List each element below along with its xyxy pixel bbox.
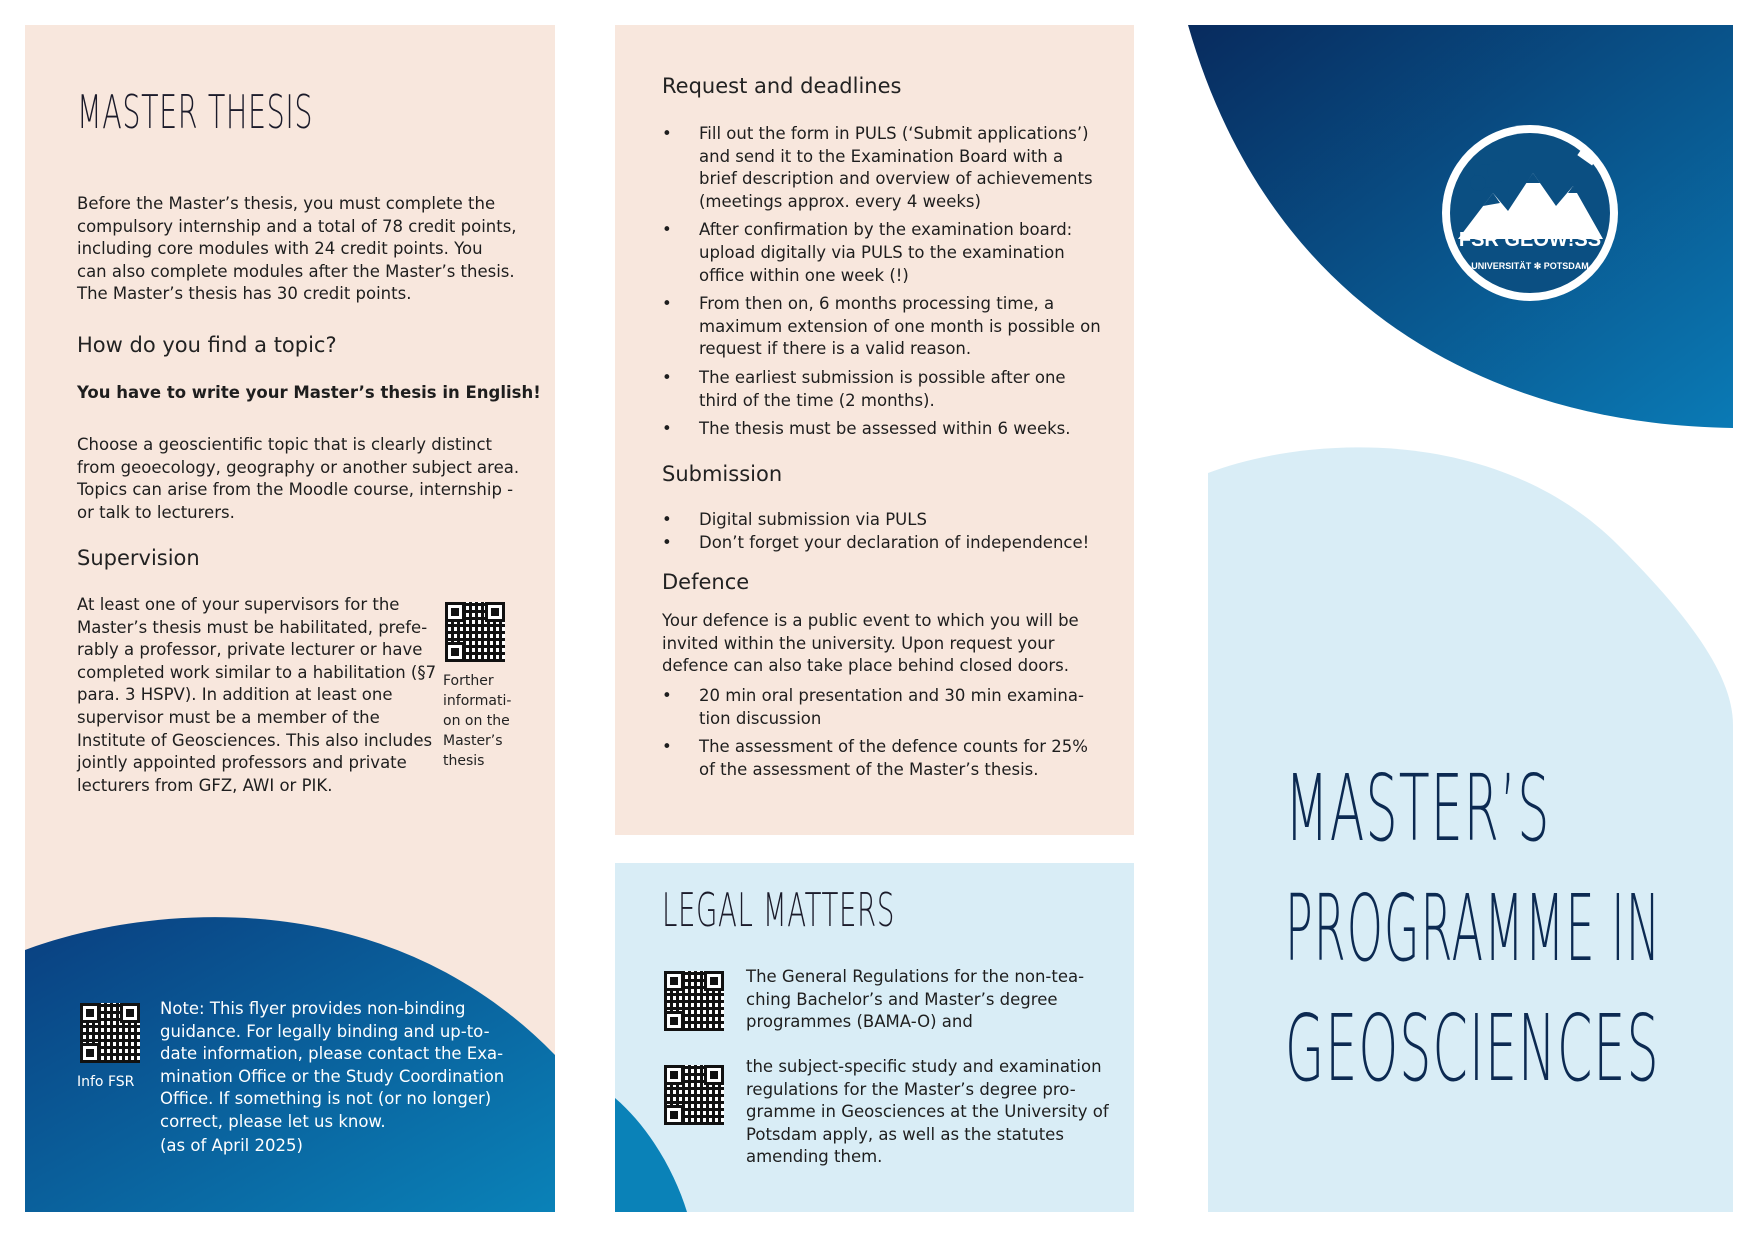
- fsr-info-caption: Info FSR: [77, 1074, 135, 1090]
- cover-title-line-1: MASTER’S: [1285, 755, 1551, 862]
- thesis-info-qr-caption: Forther informati-on on the Master’s thesis: [443, 673, 512, 769]
- fsr-info-qr-code[interactable]: [80, 1003, 140, 1063]
- list-item: • 20 min oral presentation and 30 min examina-tion discussion: [662, 685, 1102, 730]
- defence-list: [662, 685, 1102, 787]
- disclaimer-note: Note: This flyer provides non-binding guidance. For legally binding and up-to-date information, please contact the Exa-mination Office or the Study Coordination Office. If something is not (or no longer) correct, please let us know.: [160, 999, 505, 1131]
- list-item: • After confirmation by the examination board: upload digitally via PULS to the examination office within one week (!): [662, 219, 1102, 287]
- subject-regulations-qr-code[interactable]: [664, 1065, 724, 1125]
- request-heading: Request and deadlines: [662, 74, 902, 98]
- cover-title-line-2: PROGRAMME IN: [1285, 875, 1662, 982]
- cover-panel: [1188, 25, 1733, 1212]
- general-regulations-qr-code[interactable]: [664, 971, 724, 1031]
- intro-paragraph: Before the Master’s thesis, you must complete the compulsory internship and a total of 78 credit points, including core modules with 24 credit points. You can also complete modules after the Master’s thesis. The Master’s thesis has 30 credit points.: [77, 194, 517, 304]
- request-list: [662, 123, 1102, 447]
- subject-regulations-text: the subject-specific study and examination regulations for the Master’s degree pro-gramme in Geosciences at the University of Potsdam apply, as well as the statutes amending them.: [746, 1057, 1109, 1167]
- english-note: You have to write your Master’s thesis in English!: [77, 383, 541, 402]
- list-item: • The assessment of the defence counts for 25% of the assessment of the Master’s thesis.: [662, 736, 1102, 781]
- logo-subtitle: UNIVERSITÄT ✻ POTSDAM: [1471, 261, 1589, 271]
- disclaimer-date: (as of April 2025): [160, 1136, 303, 1155]
- topic-paragraph: Choose a geoscientific topic that is clearly distinct from geoecology, geography or another subject area. Topics can arise from the Moodle course, internship - or talk to lecturers.: [77, 435, 520, 522]
- submission-heading: Submission: [662, 462, 783, 486]
- list-item: • Don’t forget your declaration of independence!: [662, 532, 1102, 555]
- list-item: • From then on, 6 months processing time, a maximum extension of one month is possible on request if there is a valid reason.: [662, 293, 1102, 361]
- defence-heading: Defence: [662, 570, 750, 594]
- legal-matters-panel: [615, 863, 1134, 1212]
- master-thesis-title: MASTER THESIS: [77, 85, 314, 139]
- supervision-heading: Supervision: [77, 546, 200, 570]
- deadlines-panel: [615, 25, 1134, 835]
- logo-emblem: [1438, 121, 1622, 305]
- cover-title-line-3: GEOSCIENCES: [1285, 995, 1660, 1102]
- general-regulations-text: The General Regulations for the non-tea-ching Bachelor’s and Master’s degree programmes (BAMA-O) and: [746, 967, 1085, 1032]
- master-thesis-panel: [25, 25, 555, 1212]
- defence-paragraph: Your defence is a public event to which you will be invited within the university. Upon request your defence can also take place behind closed doors.: [662, 611, 1079, 676]
- fsr-geowiss-logo: [1438, 121, 1622, 305]
- legal-matters-title: LEGAL MATTERS: [662, 883, 895, 937]
- thesis-info-qr-code[interactable]: [445, 602, 505, 662]
- list-item: • Fill out the form in PULS (‘Submit applications’) and send it to the Examination Board with a brief description and overview of achievements (meetings approx. every 4 weeks): [662, 123, 1102, 213]
- logo-name: FSR GEOW!SS: [1458, 229, 1602, 251]
- list-item: • The thesis must be assessed within 6 weeks.: [662, 418, 1102, 441]
- list-item: • Digital submission via PULS: [662, 509, 1102, 532]
- list-item: • The earliest submission is possible after one third of the time (2 months).: [662, 367, 1102, 412]
- submission-list: [662, 509, 1102, 560]
- supervision-paragraph: At least one of your supervisors for the Master’s thesis must be habilitated, prefe-rably a professor, private lecturer or have completed work similar to a habilitation (§7 para. 3 HSPV). In addition at least one supervisor must be a member of the Institute of Geosciences. This also includes jointly appointed professors and private lecturers from GFZ, AWI or PIK.: [77, 595, 437, 795]
- topic-heading: How do you find a topic?: [77, 333, 337, 357]
